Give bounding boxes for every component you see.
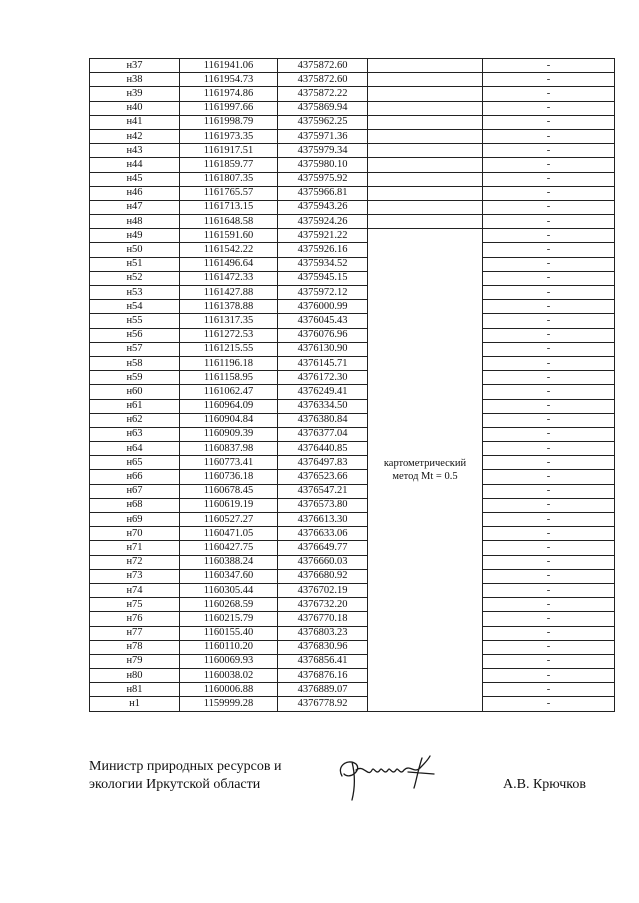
method-cell-empty bbox=[368, 186, 483, 200]
mark-cell: - bbox=[483, 683, 615, 697]
mark-cell: - bbox=[483, 385, 615, 399]
x-coordinate-cell: 1161272.53 bbox=[180, 328, 278, 342]
x-coordinate-cell: 1161215.55 bbox=[180, 342, 278, 356]
x-coordinate-cell: 1160964.09 bbox=[180, 399, 278, 413]
table-row bbox=[90, 215, 615, 229]
point-name-cell: н70 bbox=[90, 527, 180, 541]
method-cell-empty bbox=[368, 144, 483, 158]
mark-cell: - bbox=[483, 626, 615, 640]
y-coordinate-cell: 4375971.36 bbox=[278, 129, 368, 143]
table-row bbox=[90, 484, 615, 498]
table-row bbox=[90, 356, 615, 370]
y-coordinate-cell: 4376803.23 bbox=[278, 626, 368, 640]
table-row bbox=[90, 413, 615, 427]
mark-cell: - bbox=[483, 129, 615, 143]
y-coordinate-cell: 4376130.90 bbox=[278, 342, 368, 356]
y-coordinate-cell: 4375979.34 bbox=[278, 144, 368, 158]
method-line-2: метод Mt = 0.5 bbox=[392, 470, 458, 482]
mark-cell: - bbox=[483, 371, 615, 385]
y-coordinate-cell: 4376547.21 bbox=[278, 484, 368, 498]
mark-cell: - bbox=[483, 172, 615, 186]
table-row bbox=[90, 243, 615, 257]
mark-cell: - bbox=[483, 73, 615, 87]
point-name-cell: н69 bbox=[90, 513, 180, 527]
mark-cell: - bbox=[483, 229, 615, 243]
x-coordinate-cell: 1161807.35 bbox=[180, 172, 278, 186]
x-coordinate-cell: 1160471.05 bbox=[180, 527, 278, 541]
mark-cell: - bbox=[483, 555, 615, 569]
mark-cell: - bbox=[483, 612, 615, 626]
coordinates-table-body bbox=[90, 59, 615, 712]
mark-cell: - bbox=[483, 470, 615, 484]
y-coordinate-cell: 4376660.03 bbox=[278, 555, 368, 569]
mark-cell: - bbox=[483, 59, 615, 73]
table-row bbox=[90, 583, 615, 597]
table-row bbox=[90, 498, 615, 512]
mark-cell: - bbox=[483, 513, 615, 527]
table-row bbox=[90, 385, 615, 399]
table-row bbox=[90, 314, 615, 328]
y-coordinate-cell: 4375872.60 bbox=[278, 59, 368, 73]
method-cell-empty bbox=[368, 115, 483, 129]
mark-cell: - bbox=[483, 669, 615, 683]
y-coordinate-cell: 4376497.83 bbox=[278, 456, 368, 470]
x-coordinate-cell: 1160006.88 bbox=[180, 683, 278, 697]
table-row bbox=[90, 527, 615, 541]
y-coordinate-cell: 4375945.15 bbox=[278, 271, 368, 285]
y-coordinate-cell: 4375872.60 bbox=[278, 73, 368, 87]
table-row bbox=[90, 286, 615, 300]
signatory-name: А.В. Крючков bbox=[503, 777, 586, 792]
table-row bbox=[90, 257, 615, 271]
point-name-cell: н38 bbox=[90, 73, 180, 87]
x-coordinate-cell: 1160305.44 bbox=[180, 583, 278, 597]
x-coordinate-cell: 1161158.95 bbox=[180, 371, 278, 385]
point-name-cell: н62 bbox=[90, 413, 180, 427]
x-coordinate-cell: 1160909.39 bbox=[180, 427, 278, 441]
mark-cell: - bbox=[483, 527, 615, 541]
y-coordinate-cell: 4375872.22 bbox=[278, 87, 368, 101]
table-row bbox=[90, 87, 615, 101]
y-coordinate-cell: 4375921.22 bbox=[278, 229, 368, 243]
y-coordinate-cell: 4375962.25 bbox=[278, 115, 368, 129]
x-coordinate-cell: 1161941.06 bbox=[180, 59, 278, 73]
y-coordinate-cell: 4375972.12 bbox=[278, 286, 368, 300]
table-row bbox=[90, 73, 615, 87]
mark-cell: - bbox=[483, 484, 615, 498]
x-coordinate-cell: 1161859.77 bbox=[180, 158, 278, 172]
x-coordinate-cell: 1161378.88 bbox=[180, 300, 278, 314]
table-row bbox=[90, 427, 615, 441]
point-name-cell: н45 bbox=[90, 172, 180, 186]
x-coordinate-cell: 1161496.64 bbox=[180, 257, 278, 271]
y-coordinate-cell: 4375869.94 bbox=[278, 101, 368, 115]
mark-cell: - bbox=[483, 271, 615, 285]
table-row bbox=[90, 115, 615, 129]
y-coordinate-cell: 4376172.30 bbox=[278, 371, 368, 385]
point-name-cell: н75 bbox=[90, 598, 180, 612]
y-coordinate-cell: 4375926.16 bbox=[278, 243, 368, 257]
point-name-cell: н41 bbox=[90, 115, 180, 129]
mark-cell: - bbox=[483, 286, 615, 300]
method-cell-empty bbox=[368, 158, 483, 172]
x-coordinate-cell: 1161917.51 bbox=[180, 144, 278, 158]
mark-cell: - bbox=[483, 144, 615, 158]
table-row bbox=[90, 144, 615, 158]
handwritten-signature bbox=[334, 748, 444, 808]
point-name-cell: н42 bbox=[90, 129, 180, 143]
x-coordinate-cell: 1161472.33 bbox=[180, 271, 278, 285]
point-name-cell: н73 bbox=[90, 569, 180, 583]
mark-cell: - bbox=[483, 697, 615, 711]
point-name-cell: н39 bbox=[90, 87, 180, 101]
position-line-1: Министр природных ресурсов и bbox=[89, 759, 282, 774]
x-coordinate-cell: 1161998.79 bbox=[180, 115, 278, 129]
table-row bbox=[90, 200, 615, 214]
x-coordinate-cell: 1160837.98 bbox=[180, 442, 278, 456]
x-coordinate-cell: 1160215.79 bbox=[180, 612, 278, 626]
x-coordinate-cell: 1161954.73 bbox=[180, 73, 278, 87]
point-name-cell: н46 bbox=[90, 186, 180, 200]
x-coordinate-cell: 1160388.24 bbox=[180, 555, 278, 569]
x-coordinate-cell: 1160347.60 bbox=[180, 569, 278, 583]
point-name-cell: н51 bbox=[90, 257, 180, 271]
x-coordinate-cell: 1160155.40 bbox=[180, 626, 278, 640]
y-coordinate-cell: 4376732.20 bbox=[278, 598, 368, 612]
mark-cell: - bbox=[483, 215, 615, 229]
method-cell-empty bbox=[368, 87, 483, 101]
table-row bbox=[90, 271, 615, 285]
table-row bbox=[90, 569, 615, 583]
x-coordinate-cell: 1160268.59 bbox=[180, 598, 278, 612]
mark-cell: - bbox=[483, 569, 615, 583]
point-name-cell: н60 bbox=[90, 385, 180, 399]
table-row bbox=[90, 598, 615, 612]
method-cell-empty bbox=[368, 172, 483, 186]
table-row bbox=[90, 470, 615, 484]
table-row bbox=[90, 101, 615, 115]
mark-cell: - bbox=[483, 200, 615, 214]
point-name-cell: н78 bbox=[90, 640, 180, 654]
point-name-cell: н52 bbox=[90, 271, 180, 285]
x-coordinate-cell: 1161062.47 bbox=[180, 385, 278, 399]
signatory-position bbox=[89, 758, 349, 794]
point-name-cell: н67 bbox=[90, 484, 180, 498]
table-row bbox=[90, 541, 615, 555]
x-coordinate-cell: 1160427.75 bbox=[180, 541, 278, 555]
table-row bbox=[90, 186, 615, 200]
point-name-cell: н37 bbox=[90, 59, 180, 73]
point-name-cell: н40 bbox=[90, 101, 180, 115]
table-row bbox=[90, 328, 615, 342]
table-row bbox=[90, 626, 615, 640]
x-coordinate-cell: 1161713.15 bbox=[180, 200, 278, 214]
point-name-cell: н58 bbox=[90, 356, 180, 370]
coordinates-table bbox=[89, 58, 615, 712]
table-row bbox=[90, 129, 615, 143]
x-coordinate-cell: 1161542.22 bbox=[180, 243, 278, 257]
x-coordinate-cell: 1161648.58 bbox=[180, 215, 278, 229]
point-name-cell: н71 bbox=[90, 541, 180, 555]
mark-cell: - bbox=[483, 399, 615, 413]
y-coordinate-cell: 4376778.92 bbox=[278, 697, 368, 711]
point-name-cell: н50 bbox=[90, 243, 180, 257]
mark-cell: - bbox=[483, 101, 615, 115]
point-name-cell: н55 bbox=[90, 314, 180, 328]
table-row bbox=[90, 371, 615, 385]
mark-cell: - bbox=[483, 413, 615, 427]
point-name-cell: н72 bbox=[90, 555, 180, 569]
x-coordinate-cell: 1160110.20 bbox=[180, 640, 278, 654]
x-coordinate-cell: 1161973.35 bbox=[180, 129, 278, 143]
table-row bbox=[90, 342, 615, 356]
point-name-cell: н43 bbox=[90, 144, 180, 158]
point-name-cell: н66 bbox=[90, 470, 180, 484]
y-coordinate-cell: 4376380.84 bbox=[278, 413, 368, 427]
mark-cell: - bbox=[483, 356, 615, 370]
y-coordinate-cell: 4376523.66 bbox=[278, 470, 368, 484]
mark-cell: - bbox=[483, 158, 615, 172]
method-cell bbox=[368, 229, 483, 711]
point-name-cell: н79 bbox=[90, 654, 180, 668]
point-name-cell: н64 bbox=[90, 442, 180, 456]
x-coordinate-cell: 1161591.60 bbox=[180, 229, 278, 243]
y-coordinate-cell: 4375980.10 bbox=[278, 158, 368, 172]
mark-cell: - bbox=[483, 583, 615, 597]
point-name-cell: н77 bbox=[90, 626, 180, 640]
method-cell-empty bbox=[368, 215, 483, 229]
y-coordinate-cell: 4376613.30 bbox=[278, 513, 368, 527]
y-coordinate-cell: 4375975.92 bbox=[278, 172, 368, 186]
table-row bbox=[90, 654, 615, 668]
y-coordinate-cell: 4376633.06 bbox=[278, 527, 368, 541]
mark-cell: - bbox=[483, 541, 615, 555]
y-coordinate-cell: 4376045.43 bbox=[278, 314, 368, 328]
method-cell-empty bbox=[368, 129, 483, 143]
point-name-cell: н47 bbox=[90, 200, 180, 214]
y-coordinate-cell: 4376770.18 bbox=[278, 612, 368, 626]
y-coordinate-cell: 4376573.80 bbox=[278, 498, 368, 512]
point-name-cell: н74 bbox=[90, 583, 180, 597]
y-coordinate-cell: 4375924.26 bbox=[278, 215, 368, 229]
y-coordinate-cell: 4375966.81 bbox=[278, 186, 368, 200]
point-name-cell: н76 bbox=[90, 612, 180, 626]
y-coordinate-cell: 4376145.71 bbox=[278, 356, 368, 370]
point-name-cell: н57 bbox=[90, 342, 180, 356]
table-row bbox=[90, 158, 615, 172]
y-coordinate-cell: 4376649.77 bbox=[278, 541, 368, 555]
mark-cell: - bbox=[483, 640, 615, 654]
method-cell-empty bbox=[368, 73, 483, 87]
mark-cell: - bbox=[483, 257, 615, 271]
y-coordinate-cell: 4376889.07 bbox=[278, 683, 368, 697]
mark-cell: - bbox=[483, 243, 615, 257]
x-coordinate-cell: 1160773.41 bbox=[180, 456, 278, 470]
table-row bbox=[90, 456, 615, 470]
point-name-cell: н65 bbox=[90, 456, 180, 470]
y-coordinate-cell: 4376830.96 bbox=[278, 640, 368, 654]
y-coordinate-cell: 4375943.26 bbox=[278, 200, 368, 214]
method-line-1: картометрический bbox=[383, 457, 467, 469]
table-row bbox=[90, 399, 615, 413]
y-coordinate-cell: 4376702.19 bbox=[278, 583, 368, 597]
x-coordinate-cell: 1161974.86 bbox=[180, 87, 278, 101]
mark-cell: - bbox=[483, 300, 615, 314]
y-coordinate-cell: 4376856.41 bbox=[278, 654, 368, 668]
x-coordinate-cell: 1161997.66 bbox=[180, 101, 278, 115]
x-coordinate-cell: 1160069.93 bbox=[180, 654, 278, 668]
mark-cell: - bbox=[483, 328, 615, 342]
table-row bbox=[90, 513, 615, 527]
point-name-cell: н80 bbox=[90, 669, 180, 683]
mark-cell: - bbox=[483, 456, 615, 470]
point-name-cell: н63 bbox=[90, 427, 180, 441]
table-row bbox=[90, 612, 615, 626]
x-coordinate-cell: 1160904.84 bbox=[180, 413, 278, 427]
x-coordinate-cell: 1159999.28 bbox=[180, 697, 278, 711]
y-coordinate-cell: 4376440.85 bbox=[278, 442, 368, 456]
point-name-cell: н59 bbox=[90, 371, 180, 385]
mark-cell: - bbox=[483, 342, 615, 356]
table-row bbox=[90, 555, 615, 569]
method-cell-empty bbox=[368, 59, 483, 73]
point-name-cell: н49 bbox=[90, 229, 180, 243]
mark-cell: - bbox=[483, 442, 615, 456]
table-row bbox=[90, 697, 615, 711]
mark-cell: - bbox=[483, 598, 615, 612]
table-row bbox=[90, 669, 615, 683]
mark-cell: - bbox=[483, 87, 615, 101]
x-coordinate-cell: 1161765.57 bbox=[180, 186, 278, 200]
y-coordinate-cell: 4376876.16 bbox=[278, 669, 368, 683]
y-coordinate-cell: 4376076.96 bbox=[278, 328, 368, 342]
point-name-cell: н53 bbox=[90, 286, 180, 300]
mark-cell: - bbox=[483, 654, 615, 668]
point-name-cell: н56 bbox=[90, 328, 180, 342]
x-coordinate-cell: 1161427.88 bbox=[180, 286, 278, 300]
table-row bbox=[90, 300, 615, 314]
table-row bbox=[90, 442, 615, 456]
y-coordinate-cell: 4376377.04 bbox=[278, 427, 368, 441]
y-coordinate-cell: 4376249.41 bbox=[278, 385, 368, 399]
y-coordinate-cell: 4376000.99 bbox=[278, 300, 368, 314]
mark-cell: - bbox=[483, 427, 615, 441]
method-cell-empty bbox=[368, 200, 483, 214]
method-cell-empty bbox=[368, 101, 483, 115]
x-coordinate-cell: 1161317.35 bbox=[180, 314, 278, 328]
point-name-cell: н1 bbox=[90, 697, 180, 711]
table-row bbox=[90, 172, 615, 186]
y-coordinate-cell: 4376680.92 bbox=[278, 569, 368, 583]
y-coordinate-cell: 4376334.50 bbox=[278, 399, 368, 413]
point-name-cell: н68 bbox=[90, 498, 180, 512]
point-name-cell: н61 bbox=[90, 399, 180, 413]
table-row bbox=[90, 683, 615, 697]
x-coordinate-cell: 1161196.18 bbox=[180, 356, 278, 370]
mark-cell: - bbox=[483, 186, 615, 200]
point-name-cell: н81 bbox=[90, 683, 180, 697]
x-coordinate-cell: 1160736.18 bbox=[180, 470, 278, 484]
mark-cell: - bbox=[483, 314, 615, 328]
table-row bbox=[90, 640, 615, 654]
mark-cell: - bbox=[483, 498, 615, 512]
position-line-2: экологии Иркутской области bbox=[89, 777, 261, 792]
point-name-cell: н44 bbox=[90, 158, 180, 172]
table-row bbox=[90, 59, 615, 73]
table-row bbox=[90, 229, 615, 243]
x-coordinate-cell: 1160678.45 bbox=[180, 484, 278, 498]
x-coordinate-cell: 1160527.27 bbox=[180, 513, 278, 527]
point-name-cell: н54 bbox=[90, 300, 180, 314]
point-name-cell: н48 bbox=[90, 215, 180, 229]
mark-cell: - bbox=[483, 115, 615, 129]
x-coordinate-cell: 1160619.19 bbox=[180, 498, 278, 512]
x-coordinate-cell: 1160038.02 bbox=[180, 669, 278, 683]
y-coordinate-cell: 4375934.52 bbox=[278, 257, 368, 271]
